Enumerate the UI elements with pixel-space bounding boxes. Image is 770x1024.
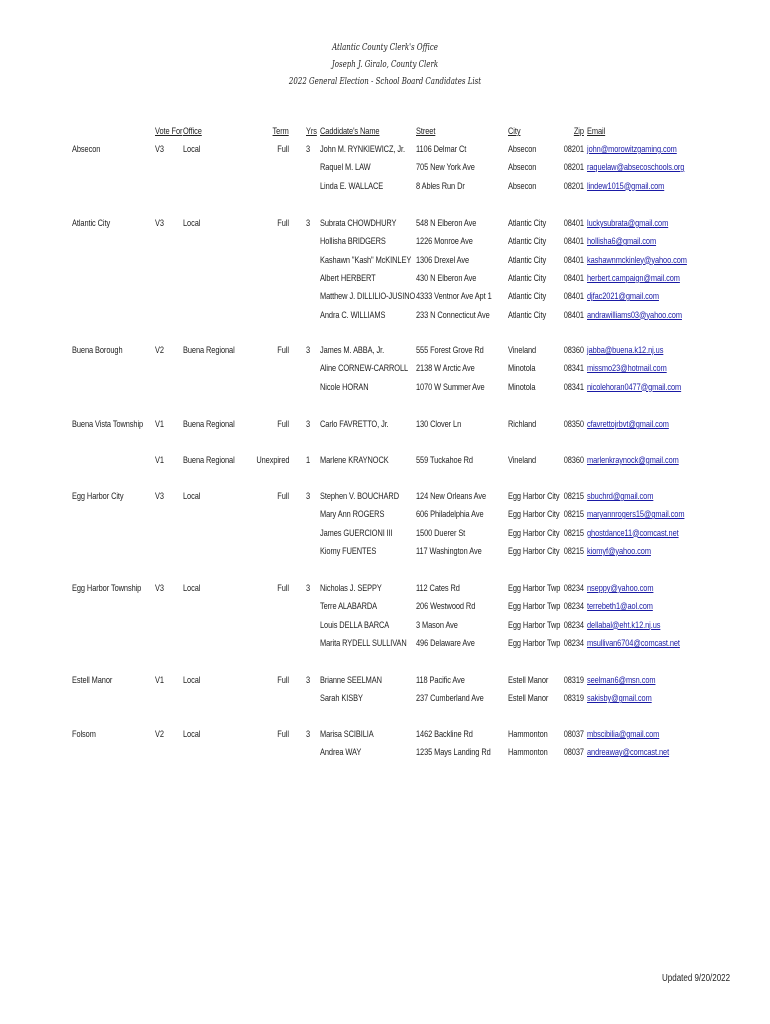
candidate-email-link[interactable]: cfavrettojrbvt@gmail.com xyxy=(587,419,669,430)
candidate-name: Sarah KISBY xyxy=(320,693,363,705)
vote-for-value: V3 xyxy=(155,583,164,594)
candidate-street: 233 N Connecticut Ave xyxy=(416,309,490,321)
candidate-zip: 08401 xyxy=(563,254,584,266)
candidate-name: Subrata CHOWDHURY xyxy=(320,218,397,229)
candidate-name: Raquel M. LAW xyxy=(320,162,371,174)
candidate-street: 705 New York Ave xyxy=(416,162,475,174)
list-title: 2022 General Election - School Board Candidates List xyxy=(288,77,482,87)
candidate-name: Carlo FAVRETTO, Jr. xyxy=(320,419,389,430)
candidate-zip: 08037 xyxy=(563,729,584,740)
office-value: Buena Regional xyxy=(183,345,235,356)
candidate-city: Vineland xyxy=(508,345,537,356)
candidate-name: James M. ABBA, Jr. xyxy=(320,345,385,356)
candidate-name: Albert HERBERT xyxy=(320,272,376,284)
candidate-name: Mary Ann ROGERS xyxy=(320,509,385,521)
candidate-email-link[interactable]: lindew1015@gmail.com xyxy=(587,180,665,192)
candidate-zip: 08215 xyxy=(563,509,584,521)
term-value: Full xyxy=(277,345,289,356)
candidate-name: Nicholas J. SEPPY xyxy=(320,583,382,594)
candidate-zip: 08234 xyxy=(563,583,584,594)
candidate-email-link[interactable]: herbert.campaign@mail.com xyxy=(587,272,680,284)
candidate-city: Atlantic City xyxy=(508,218,547,229)
candidate-city: Egg Harbor City xyxy=(508,545,560,557)
candidate-street: 237 Cumberland Ave xyxy=(416,693,484,705)
candidate-zip: 08201 xyxy=(563,162,584,174)
candidate-city: Egg Harbor Twp xyxy=(508,619,561,631)
candidate-email-link[interactable]: nseppy@yahoo.com xyxy=(587,583,654,594)
vote-for-value: V2 xyxy=(155,345,164,356)
candidate-zip: 08350 xyxy=(563,419,584,430)
candidate-zip: 08360 xyxy=(563,455,584,466)
candidate-zip: 08401 xyxy=(563,236,584,248)
candidate-city: Atlantic City xyxy=(508,254,547,266)
column-header-yrs: Yrs xyxy=(306,126,317,137)
candidate-email-link[interactable]: jabba@buena.k12.nj.us xyxy=(587,345,664,356)
candidate-name: Marlene KRAYNOCK xyxy=(320,455,389,466)
candidate-email-link[interactable]: hollisha6@gmail.com xyxy=(587,236,657,248)
candidate-city: Atlantic City xyxy=(508,236,547,248)
candidate-email-link[interactable]: marlenkraynock@gmail.com xyxy=(587,455,679,466)
candidate-city: Atlantic City xyxy=(508,272,547,284)
candidate-street: 1462 Backline Rd xyxy=(416,729,473,740)
vote-for-value: V1 xyxy=(155,675,164,686)
candidate-zip: 08234 xyxy=(563,619,584,631)
candidate-zip: 08234 xyxy=(563,601,584,613)
column-header-candidate-name: Caddidate's Name xyxy=(320,126,380,137)
candidate-email-link[interactable]: missmo23@hotmail.com xyxy=(587,363,667,375)
office-value: Local xyxy=(183,729,201,740)
candidate-city: Hammonton xyxy=(508,747,548,759)
candidate-city: Atlantic City xyxy=(508,309,547,321)
candidate-name: Hollisha BRIDGERS xyxy=(320,236,386,248)
years-value: 3 xyxy=(306,144,311,155)
candidate-street: 1500 Duerer St xyxy=(416,527,466,539)
candidate-name: Aline CORNEW-CARROLL xyxy=(320,363,409,375)
candidate-city: Estell Manor xyxy=(508,675,549,686)
candidate-city: Estell Manor xyxy=(508,693,549,705)
candidate-street: 1306 Drexel Ave xyxy=(416,254,470,266)
candidate-email-link[interactable]: kashawnmckinley@yahoo.com xyxy=(587,254,687,266)
candidate-zip: 08037 xyxy=(563,747,584,759)
candidate-street: 117 Washington Ave xyxy=(416,545,482,557)
municipality-name: Buena Vista Township xyxy=(72,419,144,430)
candidate-zip: 08401 xyxy=(563,309,584,321)
column-header-office: Office xyxy=(183,126,202,137)
column-header-vote-for: Vote For xyxy=(155,126,183,137)
years-value: 3 xyxy=(306,491,311,502)
candidate-name: Matthew J. DILLILIO-JUSINO xyxy=(320,291,416,303)
candidate-street: 606 Philadelphia Ave xyxy=(416,509,484,521)
candidate-city: Egg Harbor City xyxy=(508,491,560,502)
candidate-city: Minotola xyxy=(508,381,536,393)
candidate-name: Terre ALABARDA xyxy=(320,601,377,613)
office-value: Local xyxy=(183,675,201,686)
candidate-email-link[interactable]: kiomyf@yahoo.com xyxy=(587,545,651,557)
candidate-street: 124 New Orleans Ave xyxy=(416,491,487,502)
candidate-email-link[interactable]: msullivan6704@comcast.net xyxy=(587,637,680,649)
vote-for-value: V2 xyxy=(155,729,164,740)
office-value: Local xyxy=(183,491,201,502)
candidate-name: Andrea WAY xyxy=(320,747,362,759)
candidate-email-link[interactable]: djfac2021@gmail.com xyxy=(587,291,659,303)
candidate-zip: 08234 xyxy=(563,637,584,649)
candidate-street: 118 Pacific Ave xyxy=(416,675,465,686)
candidate-email-link[interactable]: luckysubrata@gmail.com xyxy=(587,218,669,229)
candidate-name: Brianne SEELMAN xyxy=(320,675,382,686)
candidate-name: John M. RYNKIEWICZ, Jr. xyxy=(320,144,405,155)
candidate-street: 130 Clover Ln xyxy=(416,419,462,430)
candidate-city: Absecon xyxy=(508,162,537,174)
term-value: Unexpired xyxy=(255,455,289,466)
term-value: Full xyxy=(277,491,289,502)
candidate-city: Egg Harbor City xyxy=(508,509,560,521)
term-value: Full xyxy=(277,144,289,155)
term-value: Full xyxy=(277,218,289,229)
candidate-city: Egg Harbor Twp xyxy=(508,583,561,594)
candidate-email-link[interactable]: nicolehoran0477@gmail.com xyxy=(587,381,682,393)
candidate-zip: 08401 xyxy=(563,291,584,303)
candidate-email-link[interactable]: terrebeth1@aol.com xyxy=(587,601,653,613)
candidate-street: 559 Tuckahoe Rd xyxy=(416,455,473,466)
candidate-street: 112 Cates Rd xyxy=(416,583,460,594)
candidate-street: 496 Delaware Ave xyxy=(416,637,475,649)
candidate-street: 4333 Ventnor Ave Apt 1 xyxy=(416,291,492,303)
municipality-name: Atlantic City xyxy=(72,218,111,229)
candidate-name: Marisa SCIBILIA xyxy=(320,729,374,740)
office-value: Buena Regional xyxy=(183,419,235,430)
candidate-email-link[interactable]: andrawilliams03@yahoo.com xyxy=(587,309,682,321)
column-header-term: Term xyxy=(272,126,289,137)
updated-date: Updated 9/20/2022 xyxy=(661,973,730,984)
candidate-zip: 08319 xyxy=(563,675,584,686)
candidate-zip: 08215 xyxy=(563,545,584,557)
candidate-email-link[interactable]: maryannrogers15@gmail.com xyxy=(587,509,685,521)
candidate-street: 1226 Monroe Ave xyxy=(416,236,473,248)
column-header-city: City xyxy=(508,126,521,137)
candidate-street: 2138 W Arctic Ave xyxy=(416,363,475,375)
office-value: Buena Regional xyxy=(183,455,235,466)
candidate-email-link[interactable]: john@morowitzgaming.com xyxy=(587,144,677,155)
candidate-street: 1106 Delmar Ct xyxy=(416,144,467,155)
candidate-city: Hammonton xyxy=(508,729,548,740)
term-value: Full xyxy=(277,419,289,430)
candidate-street: 1070 W Summer Ave xyxy=(416,381,485,393)
municipality-name: Estell Manor xyxy=(72,675,113,686)
candidate-city: Richland xyxy=(508,419,537,430)
candidate-zip: 08401 xyxy=(563,218,584,229)
candidate-city: Absecon xyxy=(508,180,537,192)
candidate-email-link[interactable]: andreaway@comcast.net xyxy=(587,747,670,759)
municipality-name: Egg Harbor Township xyxy=(72,583,142,594)
candidate-zip: 08341 xyxy=(563,381,584,393)
candidate-city: Egg Harbor City xyxy=(508,527,560,539)
candidate-city: Egg Harbor Twp xyxy=(508,637,561,649)
candidate-email-link[interactable]: raquelaw@absecoschools.org xyxy=(587,162,685,174)
vote-for-value: V3 xyxy=(155,491,164,502)
candidate-street: 1235 Mays Landing Rd xyxy=(416,747,491,759)
term-value: Full xyxy=(277,675,289,686)
candidate-zip: 08215 xyxy=(563,527,584,539)
candidate-email-link[interactable]: seelman6@msn.com xyxy=(587,675,656,686)
vote-for-value: V1 xyxy=(155,455,164,466)
office-value: Local xyxy=(183,218,201,229)
column-header-email: Email xyxy=(587,126,606,137)
candidate-email-link[interactable]: mbscibilia@gmail.com xyxy=(587,729,660,740)
column-header-zip: Zip xyxy=(573,126,584,137)
candidate-name: Stephen V. BOUCHARD xyxy=(320,491,399,502)
candidate-email-link[interactable]: sakisby@gmail.com xyxy=(587,693,652,705)
office-title: Atlantic County Clerk's Office xyxy=(332,43,438,53)
vote-for-value: V3 xyxy=(155,218,164,229)
candidate-street: 555 Forest Grove Rd xyxy=(416,345,484,356)
vote-for-value: V1 xyxy=(155,419,164,430)
municipality-name: Folsom xyxy=(72,729,96,740)
candidate-zip: 08201 xyxy=(563,180,584,192)
candidate-name: Andra C. WILLIAMS xyxy=(320,309,386,321)
candidate-street: 430 N Elberon Ave xyxy=(416,272,477,284)
term-value: Full xyxy=(277,583,289,594)
candidate-city: Atlantic City xyxy=(508,291,547,303)
vote-for-value: V3 xyxy=(155,144,164,155)
years-value: 3 xyxy=(306,583,311,594)
municipality-name: Absecon xyxy=(72,144,101,155)
years-value: 3 xyxy=(306,675,311,686)
years-value: 3 xyxy=(306,345,311,356)
years-value: 3 xyxy=(306,419,311,430)
candidate-street: 3 Mason Ave xyxy=(416,619,458,631)
office-value: Local xyxy=(183,144,201,155)
years-value: 1 xyxy=(306,455,311,466)
candidate-email-link[interactable]: ghostdance11@comcast.net xyxy=(587,527,679,539)
candidate-city: Egg Harbor Twp xyxy=(508,601,561,613)
candidate-zip: 08319 xyxy=(563,693,584,705)
candidate-zip: 08215 xyxy=(563,491,584,502)
candidate-zip: 08360 xyxy=(563,345,584,356)
candidate-email-link[interactable]: sbuchrd@gmail.com xyxy=(587,491,654,502)
years-value: 3 xyxy=(306,218,311,229)
candidate-city: Minotola xyxy=(508,363,536,375)
candidate-city: Vineland xyxy=(508,455,537,466)
candidate-street: 206 Westwood Rd xyxy=(416,601,476,613)
candidate-zip: 08341 xyxy=(563,363,584,375)
candidate-city: Absecon xyxy=(508,144,537,155)
column-header-street: Street xyxy=(416,126,436,137)
candidate-name: James GUERCIONI III xyxy=(320,527,393,539)
candidate-name: Kashawn "Kash" McKINLEY xyxy=(320,254,412,266)
candidate-street: 548 N Elberon Ave xyxy=(416,218,477,229)
office-value: Local xyxy=(183,583,201,594)
candidate-email-link[interactable]: dellabal@eht.k12.nj.us xyxy=(587,619,661,631)
document-header xyxy=(0,40,770,91)
candidate-street: 8 Ables Run Dr xyxy=(416,180,465,192)
candidate-name: Louis DELLA BARCA xyxy=(320,619,390,631)
years-value: 3 xyxy=(306,729,311,740)
clerk-name: Joseph J. Giralo, County Clerk xyxy=(331,60,439,70)
term-value: Full xyxy=(277,729,289,740)
municipality-name: Egg Harbor City xyxy=(72,491,124,502)
municipality-name: Buena Borough xyxy=(72,345,123,356)
candidate-zip: 08201 xyxy=(563,144,584,155)
candidate-name: Nicole HORAN xyxy=(320,381,369,393)
candidate-zip: 08401 xyxy=(563,272,584,284)
candidate-name: Linda E. WALLACE xyxy=(320,180,384,192)
candidate-name: Marita RYDELL SULLIVAN xyxy=(320,637,407,649)
candidate-name: Kiomy FUENTES xyxy=(320,545,377,557)
